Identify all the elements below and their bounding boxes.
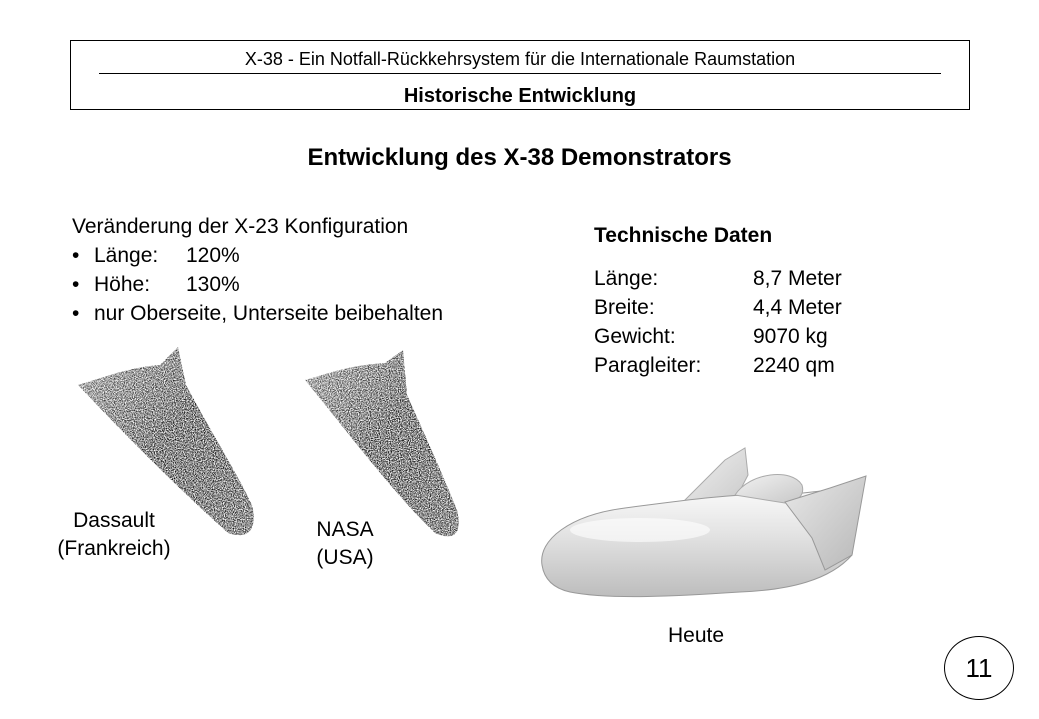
header-box [70,40,970,110]
spec-label: Gewicht: [594,325,676,348]
technical-data [594,224,842,380]
spec-row [594,322,842,351]
list-item [72,241,443,270]
caption-line: NASA [316,518,374,541]
spec-label: Paragleiter: [594,354,702,377]
item-key: Höhe: [94,273,151,296]
item-text: nur Oberseite, Unterseite beibehalten [94,302,444,325]
spec-row [594,293,842,322]
configuration-changes [72,212,443,328]
today-caption: Heute [667,624,725,647]
caption-line: (USA) [316,546,374,569]
page-number-badge [944,636,1014,700]
caption-line: (Frankreich) [57,537,171,560]
x38-vehicle-image [530,440,875,625]
item-value: 120% [186,244,240,267]
list-item [72,299,443,328]
header-title: X-38 - Ein Notfall-Rückkehrsystem für die Internationale Raumstation [244,49,796,69]
bullet: • [72,273,80,296]
list-item [72,270,443,299]
spec-value: 8,7 Meter [753,267,842,290]
spec-row [594,264,842,293]
header-subtitle: Historische Entwicklung [403,85,637,107]
spec-row [594,351,842,380]
caption-line: Dassault [73,509,155,532]
changes-heading: Veränderung der X-23 Konfiguration [72,215,409,238]
spec-label: Breite: [594,296,655,319]
page-number: 11 [965,652,993,683]
bullet: • [72,302,80,325]
spec-value: 4,4 Meter [753,296,842,319]
spec-value: 9070 kg [753,325,828,348]
page-title: Entwicklung des X-38 Demonstrators [307,144,732,171]
item-value: 130% [186,273,240,296]
nasa-vehicle-image [295,345,485,545]
item-key: Länge: [94,244,159,267]
changes-list [72,241,443,328]
spec-label: Länge: [594,267,659,290]
nasa-caption [300,516,390,572]
header-divider [99,73,941,74]
technical-data-heading: Technische Daten [594,224,773,247]
bullet: • [72,244,80,267]
spec-value: 2240 qm [753,354,835,377]
dassault-caption [44,507,184,563]
